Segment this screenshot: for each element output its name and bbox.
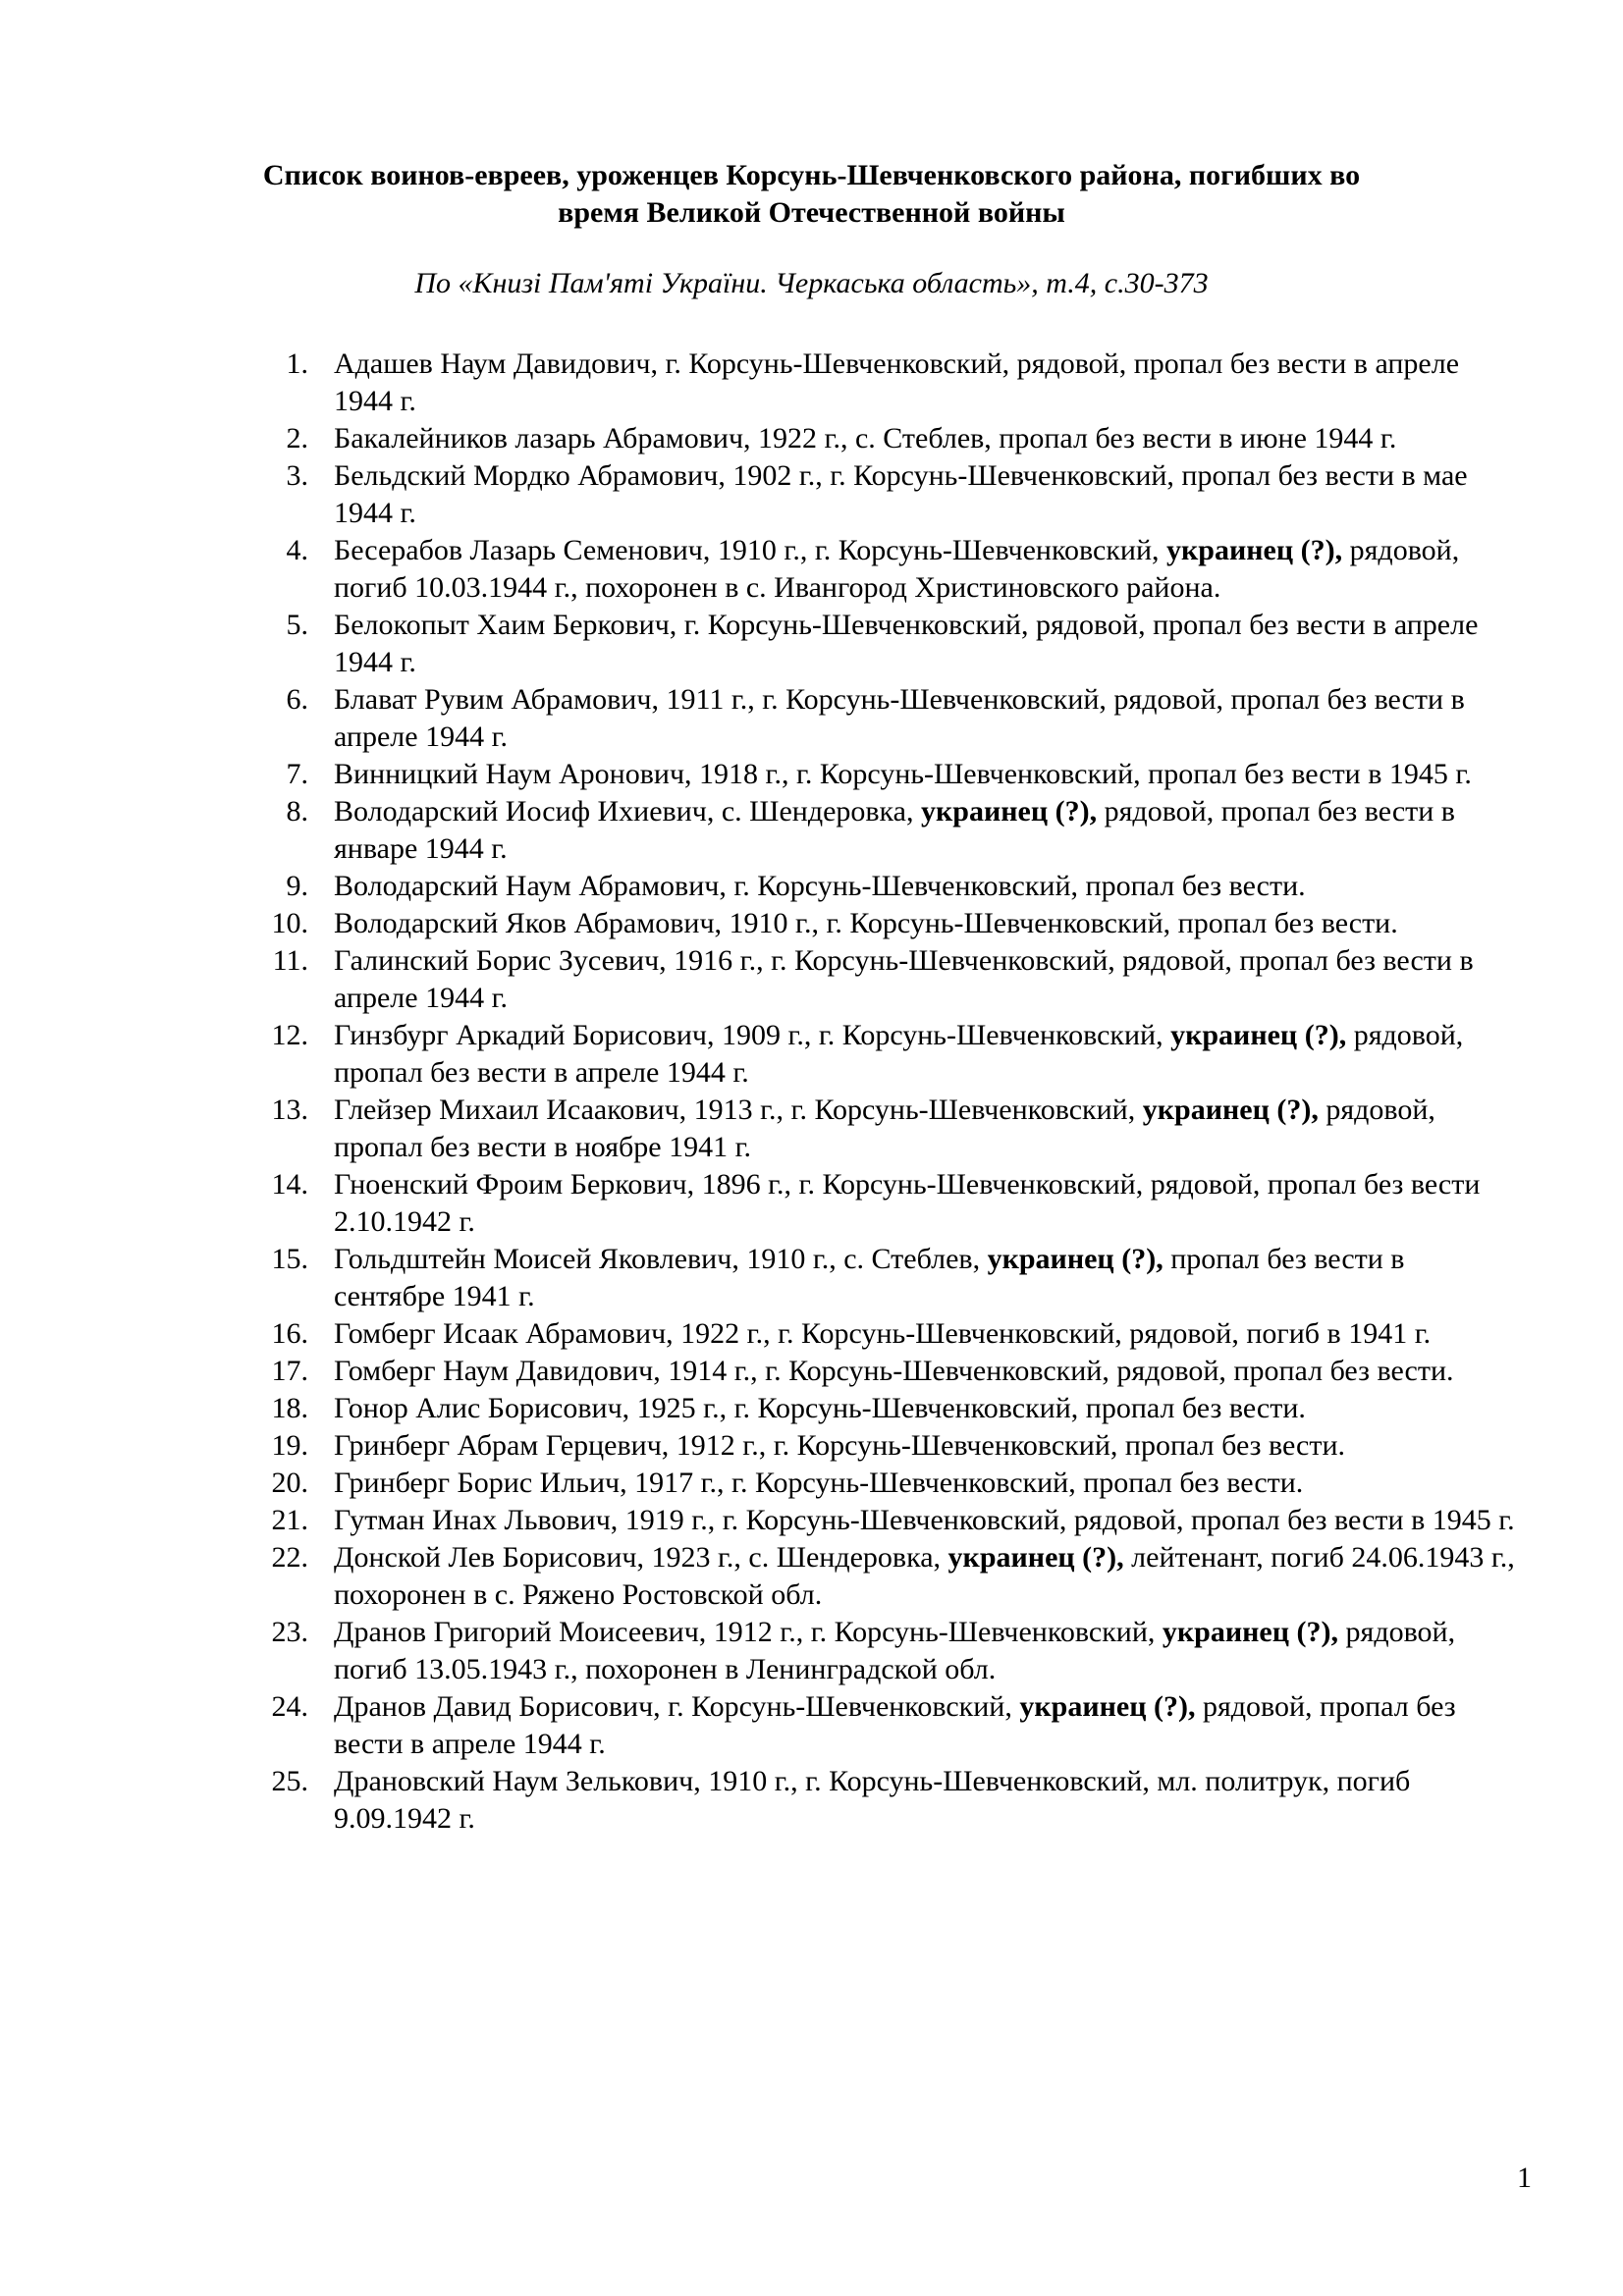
list-item	[0, 1092, 1522, 1166]
item-text: Володарский Наум Абрамович, г. Корсунь-Шевченковский, пропал без вести.	[334, 870, 1306, 902]
item-text: Бакалейников лазарь Абрамович, 1922 г., с. Стеблев, пропал без вести в июне 1944 г.	[334, 422, 1397, 454]
list-item	[0, 868, 1522, 905]
item-text-tail: рядовой, погиб 13.05.1943 г., похоронен в Ленинградской обл.	[334, 1616, 1456, 1685]
item-text: Володарский Яков Абрамович, 1910 г., г. Корсунь-Шевченковский, пропал без вести.	[334, 907, 1398, 939]
item-number: 15.	[271, 1243, 308, 1275]
item-text-tail: рядовой, погиб 10.03.1944 г., похоронен в с. Ивангород Христиновского района.	[334, 534, 1460, 604]
document-subtitle: По «Книзі Пам'яті України. Черкаська область», т.4, с.30-373	[414, 267, 1209, 299]
item-number: 3.	[286, 459, 308, 492]
list-item	[0, 1390, 1522, 1427]
item-number: 18.	[271, 1392, 308, 1424]
list-item	[0, 1241, 1522, 1315]
document-title: Список воинов-евреев, уроженцев Корсунь-Шевченковского района, погибших во время Великой Отечественной войны	[262, 159, 1361, 229]
item-bold-note: украинец (?),	[1142, 1094, 1319, 1126]
item-text-tail: рядовой, пропал без вести в ноябре 1941 г.	[334, 1094, 1435, 1163]
item-text: Володарский Иосиф Ихиевич, с. Шендеровка,	[334, 795, 921, 828]
item-text: Винницкий Наум Аронович, 1918 г., г. Корсунь-Шевченковский, пропал без вести в 1945 г.	[334, 758, 1472, 790]
list-item	[0, 1539, 1522, 1614]
list-item	[0, 1166, 1522, 1241]
item-text: Бесерабов Лазарь Семенович, 1910 г., г. Корсунь-Шевченковский,	[334, 534, 1166, 566]
list-item	[0, 457, 1522, 532]
list-item	[0, 1502, 1522, 1539]
item-text: Бельдский Мордко Абрамович, 1902 г., г. Корсунь-Шевченковский, пропал без вести в мае 1944 г.	[334, 459, 1468, 529]
item-text-tail: лейтенант, погиб 24.06.1943 г., похоронен в с. Ряжено Ростовской обл.	[334, 1541, 1515, 1611]
item-text: Белокопыт Хаим Беркович, г. Корсунь-Шевченковский, рядовой, пропал без вести в апреле 1944 г.	[334, 609, 1479, 678]
item-bold-note: украинец (?),	[987, 1243, 1163, 1275]
list-item	[0, 1688, 1522, 1763]
list-item	[0, 756, 1522, 793]
item-number: 17.	[271, 1355, 308, 1387]
item-text: Донской Лев Борисович, 1923 г., с. Шендеровка,	[334, 1541, 948, 1574]
item-number: 21.	[271, 1504, 308, 1536]
item-text: Глейзер Михаил Исаакович, 1913 г., г. Корсунь-Шевченковский,	[334, 1094, 1143, 1126]
list-item	[0, 942, 1522, 1017]
item-text: Гонор Алис Борисович, 1925 г., г. Корсунь-Шевченковский, пропал без вести.	[334, 1392, 1306, 1424]
item-number: 24.	[271, 1690, 308, 1723]
item-number: 12.	[271, 1019, 308, 1051]
item-text: Гринберг Абрам Герцевич, 1912 г., г. Корсунь-Шевченковский, пропал без вести.	[334, 1429, 1346, 1462]
item-text: Гомберг Наум Давидович, 1914 г., г. Корсунь-Шевченковский, рядовой, пропал без вести.	[334, 1355, 1454, 1387]
list-item	[0, 1763, 1522, 1838]
item-number: 5.	[286, 609, 308, 641]
item-text-tail: рядовой, пропал без вести в апреле 1944 г.	[334, 1019, 1464, 1089]
item-bold-note: украинец (?),	[1166, 534, 1343, 566]
list-item	[0, 346, 1522, 420]
item-number: 4.	[286, 534, 308, 566]
list-item	[0, 1315, 1522, 1353]
item-number: 20.	[271, 1467, 308, 1499]
item-number: 9.	[286, 870, 308, 902]
item-number: 19.	[271, 1429, 308, 1462]
item-bold-note: украинец (?),	[921, 795, 1098, 828]
item-number: 10.	[271, 907, 308, 939]
item-number: 8.	[286, 795, 308, 828]
item-number: 7.	[286, 758, 308, 790]
item-number: 23.	[271, 1616, 308, 1648]
list-item	[0, 1465, 1522, 1502]
item-number: 2.	[286, 422, 308, 454]
item-number: 13.	[271, 1094, 308, 1126]
item-bold-note: украинец (?),	[1019, 1690, 1196, 1723]
item-text-tail: рядовой, пропал без вести в январе 1944 г.	[334, 795, 1455, 865]
list-item	[0, 681, 1522, 756]
item-text: Дранов Давид Борисович, г. Корсунь-Шевченковский,	[334, 1690, 1020, 1723]
list-item	[0, 420, 1522, 457]
item-number: 14.	[271, 1168, 308, 1201]
item-text: Дранов Григорий Моисеевич, 1912 г., г. Корсунь-Шевченковский,	[334, 1616, 1163, 1648]
item-text: Галинский Борис Зусевич, 1916 г., г. Корсунь-Шевченковский, рядовой, пропал без вести в апреле 1944 г.	[334, 944, 1474, 1014]
item-text: Драновский Наум Зелькович, 1910 г., г. Корсунь-Шевченковский, мл. политрук, погиб 9.09.1942 г.	[334, 1765, 1411, 1835]
list-item	[0, 1017, 1522, 1092]
item-text: Гольдштейн Моисей Яковлевич, 1910 г., с. Стеблев,	[334, 1243, 988, 1275]
list-item	[0, 905, 1522, 942]
list-item	[0, 793, 1522, 868]
item-number: 11.	[272, 944, 308, 977]
item-number: 25.	[271, 1765, 308, 1797]
list-item	[0, 1353, 1522, 1390]
item-number: 16.	[271, 1317, 308, 1350]
soldier-list	[0, 346, 1623, 1838]
item-number: 1.	[286, 347, 308, 380]
list-item	[0, 1614, 1522, 1688]
item-text: Гутман Инах Львович, 1919 г., г. Корсунь-Шевченковский, рядовой, пропал без вести в 1945 г.	[334, 1504, 1515, 1536]
item-text: Гноенский Фроим Беркович, 1896 г., г. Корсунь-Шевченковский, рядовой, пропал без вести 2.10.1942 г.	[334, 1168, 1481, 1238]
item-bold-note: украинец (?),	[1170, 1019, 1347, 1051]
list-item	[0, 607, 1522, 681]
item-text: Гринберг Борис Ильич, 1917 г., г. Корсунь-Шевченковский, пропал без вести.	[334, 1467, 1304, 1499]
item-bold-note: украинец (?),	[1162, 1616, 1339, 1648]
page-number: 1	[1517, 2162, 1532, 2194]
item-text: Блават Рувим Абрамович, 1911 г., г. Корсунь-Шевченковский, рядовой, пропал без вести в апреле 1944 г.	[334, 683, 1465, 753]
item-text: Гинзбург Аркадий Борисович, 1909 г., г. Корсунь-Шевченковский,	[334, 1019, 1171, 1051]
list-item	[0, 1427, 1522, 1465]
item-number: 6.	[286, 683, 308, 716]
item-number: 22.	[271, 1541, 308, 1574]
list-item	[0, 532, 1522, 607]
item-text-tail: пропал без вести в сентябре 1941 г.	[334, 1243, 1405, 1312]
item-bold-note: украинец (?),	[947, 1541, 1124, 1574]
item-text: Адашев Наум Давидович, г. Корсунь-Шевченковский, рядовой, пропал без вести в апреле 1944 г.	[334, 347, 1460, 417]
item-text: Гомберг Исаак Абрамович, 1922 г., г. Корсунь-Шевченковский, рядовой, погиб в 1941 г.	[334, 1317, 1432, 1350]
item-text-tail: рядовой, пропал без вести в апреле 1944 г.	[334, 1690, 1456, 1760]
